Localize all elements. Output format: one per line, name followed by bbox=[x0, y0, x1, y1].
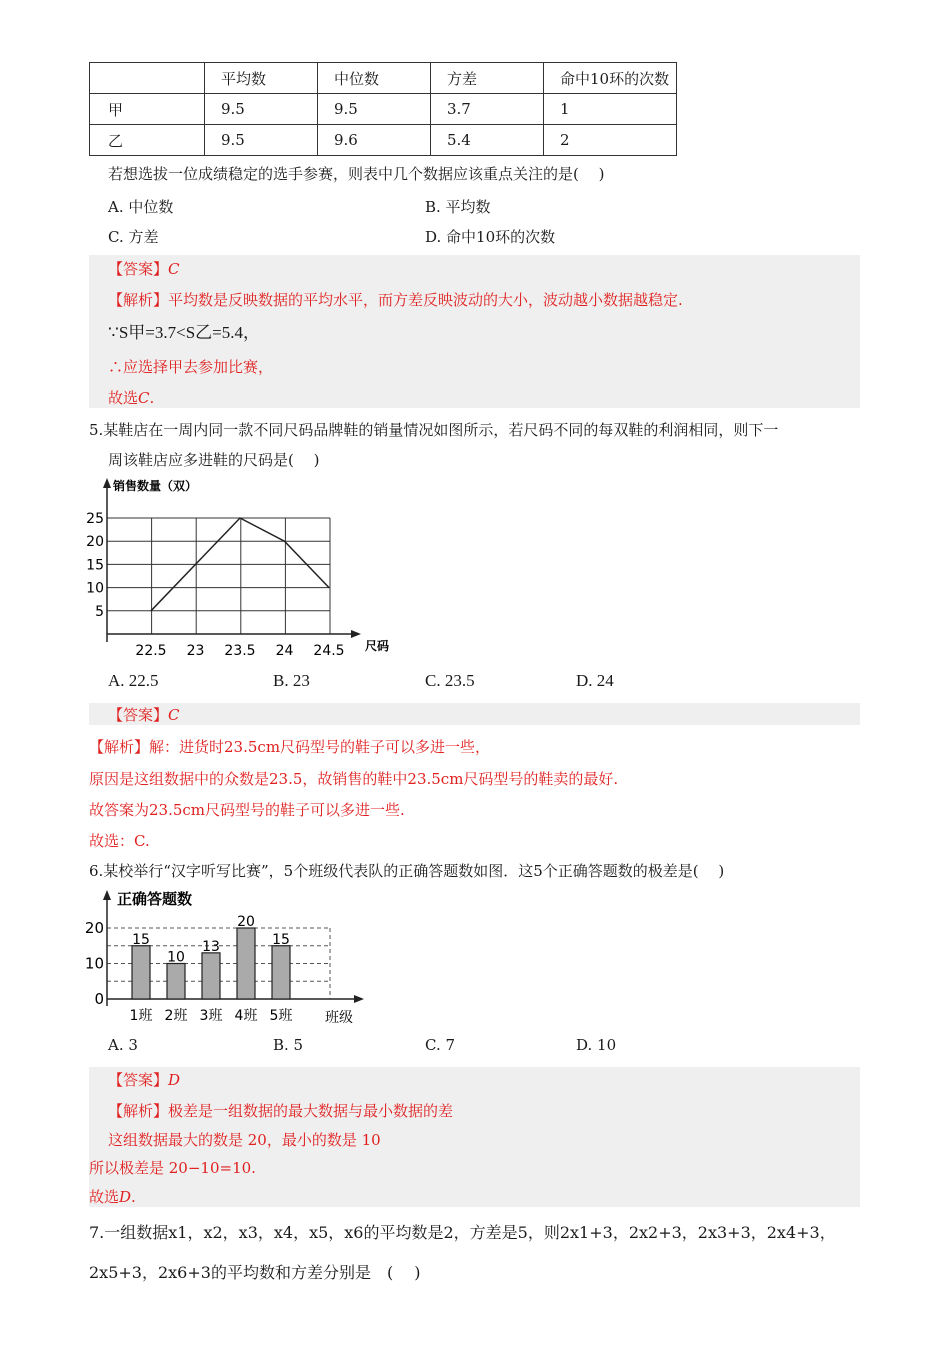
q6-question: 6.某校举行“汉字听写比赛”，5个班级代表队的正确答题数如图．这5个正确答题数的极差是( ) bbox=[89, 862, 725, 880]
chart-grid bbox=[107, 518, 330, 634]
y-tick-label: 0 bbox=[94, 990, 104, 1008]
bar-data-label: 13 bbox=[202, 938, 220, 955]
x-tick-label: 4班 bbox=[234, 1008, 258, 1024]
x-tick-label: 22.5 bbox=[135, 643, 167, 659]
y-tick-label: 25 bbox=[86, 511, 104, 527]
table-cell: 9.5 bbox=[205, 125, 318, 156]
q6-analysis-4 bbox=[89, 1187, 136, 1207]
table-cell: 2 bbox=[544, 125, 677, 156]
q6-analysis-2: 这组数据最大的数是 20，最小的数是 10 bbox=[108, 1131, 381, 1149]
answer-value: C bbox=[168, 260, 180, 278]
y-tick-label: 20 bbox=[86, 534, 104, 551]
answer-label: 【答案】 bbox=[108, 1071, 169, 1089]
q5-answer bbox=[108, 705, 180, 725]
q4-analysis-3: ∴应选择甲去参加比赛， bbox=[108, 358, 274, 376]
data-point bbox=[151, 610, 152, 611]
bar-data-label: 20 bbox=[237, 914, 255, 930]
q4-analysis-4 bbox=[108, 388, 154, 408]
q5-question-line-1: 5.某鞋店在一周内同一款不同尺码品牌鞋的销量情况如图所示，若尺码不同的每双鞋的利润相同，则下一 bbox=[89, 421, 779, 439]
answer-label: 【答案】 bbox=[108, 260, 169, 278]
table-cell: 方差 bbox=[431, 63, 544, 94]
table-cell: 9.5 bbox=[318, 94, 431, 125]
q5-option-a: A. 22.5 bbox=[108, 671, 159, 690]
y-tick-label: 20 bbox=[85, 919, 104, 937]
y-axis-arrow bbox=[103, 890, 111, 900]
table-cell: 9.5 bbox=[205, 94, 318, 125]
y-axis-arrow bbox=[103, 478, 111, 488]
table-row bbox=[90, 125, 677, 156]
q4-analysis-2: ∵S甲=3.7<S乙=5.4， bbox=[108, 323, 260, 342]
table-cell: 平均数 bbox=[205, 63, 318, 94]
q4-analysis-1 bbox=[108, 290, 683, 310]
y-tick-label: 15 bbox=[86, 557, 104, 574]
table-cell: 1 bbox=[544, 94, 677, 125]
q6-option-c: C. 7 bbox=[425, 1036, 456, 1054]
bar bbox=[237, 928, 255, 999]
bar bbox=[272, 946, 290, 999]
x-axis-arrow bbox=[354, 995, 364, 1003]
table-cell: 9.6 bbox=[318, 125, 431, 156]
analysis-label: 【解析】 bbox=[89, 738, 150, 756]
analysis-text: . bbox=[149, 389, 155, 407]
x-axis-label: 班级 bbox=[325, 1010, 353, 1026]
y-tick-label: 10 bbox=[86, 580, 104, 597]
q5-option-b: B. 23 bbox=[273, 671, 310, 690]
q5-analysis-1 bbox=[89, 737, 490, 757]
q4-answer bbox=[108, 259, 180, 279]
data-point bbox=[240, 518, 241, 519]
y-axis-label: 正确答题数 bbox=[117, 890, 193, 908]
table-row bbox=[90, 94, 677, 125]
table-cell: 5.4 bbox=[431, 125, 544, 156]
data-point bbox=[284, 541, 285, 542]
x-tick-label: 23.5 bbox=[224, 643, 256, 659]
q5-analysis-4: 故选：C. bbox=[89, 832, 150, 850]
q6-answer bbox=[108, 1070, 180, 1090]
x-axis-arrow bbox=[351, 630, 361, 638]
y-tick-label: 10 bbox=[85, 954, 104, 973]
bar bbox=[132, 946, 150, 999]
q6-analysis-3: 所以极差是 20−10=10. bbox=[89, 1159, 256, 1177]
bar-data-label: 10 bbox=[167, 949, 185, 966]
answer-value: C bbox=[168, 706, 180, 724]
analysis-text: 故选 bbox=[89, 1188, 120, 1206]
x-tick-label: 5班 bbox=[269, 1008, 293, 1024]
q7-question-line-1: 7.一组数据x1，x2，x3，x4，x5，x6的平均数是2，方差是5，则2x1+3，2x2+3，2x3+3，2x4+3， bbox=[89, 1223, 836, 1242]
q5-analysis-3: 故答案为23.5cm尺码型号的鞋子可以多进一些. bbox=[89, 801, 405, 819]
data-point bbox=[329, 587, 330, 588]
table-cell: 命中10环的次数 bbox=[544, 63, 677, 94]
q4-option-d: D. 命中10环的次数 bbox=[425, 228, 556, 246]
x-tick-label: 24.5 bbox=[313, 643, 345, 659]
q5-answer-box bbox=[89, 703, 860, 725]
q5-option-d: D. 24 bbox=[576, 671, 614, 690]
analysis-text: 解：进货时23.5cm尺码型号的鞋子可以多进一些， bbox=[149, 738, 491, 756]
x-tick-label: 3班 bbox=[199, 1008, 223, 1024]
analysis-label: 【解析】 bbox=[108, 1102, 169, 1120]
table-cell: 甲 bbox=[90, 94, 205, 125]
x-tick-label: 1班 bbox=[129, 1008, 153, 1024]
analysis-answer: C bbox=[138, 389, 150, 407]
line-chart bbox=[85, 472, 405, 662]
x-tick-label: 2班 bbox=[164, 1008, 188, 1024]
q4-question: 若想选拔一位成绩稳定的选手参赛，则表中几个数据应该重点关注的是( ) bbox=[108, 165, 605, 183]
table-header-row bbox=[90, 63, 677, 94]
bar bbox=[202, 953, 220, 999]
q4-option-b: B. 平均数 bbox=[425, 198, 491, 216]
analysis-text: 平均数是反映数据的平均水平，而方差反映波动的大小，波动越小数据越稳定. bbox=[168, 291, 683, 309]
y-axis-label: 销售数量（双） bbox=[113, 479, 198, 493]
stats-table bbox=[89, 62, 677, 156]
q7-question-line-2: 2x5+3，2x6+3的平均数和方差分别是 ( ) bbox=[89, 1263, 421, 1282]
analysis-label: 【解析】 bbox=[108, 291, 169, 309]
analysis-text: 极差是一组数据的最大数据与最小数据的差 bbox=[168, 1102, 454, 1120]
analysis-text: 故选 bbox=[108, 389, 139, 407]
bar bbox=[167, 964, 185, 1000]
q6-option-b: B. 5 bbox=[273, 1036, 304, 1054]
x-tick-label: 24 bbox=[275, 643, 294, 659]
table-cell: 3.7 bbox=[431, 94, 544, 125]
q4-option-a: A. 中位数 bbox=[108, 198, 174, 216]
y-tick-label: 5 bbox=[95, 603, 104, 620]
table-cell bbox=[90, 63, 205, 94]
table-cell: 中位数 bbox=[318, 63, 431, 94]
q5-question-line-2: 周该鞋店应多进鞋的尺码是( ) bbox=[108, 451, 320, 469]
x-axis-label: 尺码 bbox=[365, 639, 390, 653]
analysis-answer: D bbox=[119, 1188, 132, 1206]
bar-chart bbox=[85, 884, 375, 1029]
q6-option-a: A. 3 bbox=[108, 1036, 138, 1054]
answer-label: 【答案】 bbox=[108, 706, 169, 724]
q4-option-c: C. 方差 bbox=[108, 228, 159, 246]
q5-option-c: C. 23.5 bbox=[425, 671, 475, 690]
table-cell: 乙 bbox=[90, 125, 205, 156]
answer-value: D bbox=[168, 1071, 181, 1089]
bar-data-label: 15 bbox=[132, 931, 150, 948]
q5-analysis-2: 原因是这组数据中的众数是23.5，故销售的鞋中23.5cm尺码型号的鞋卖的最好. bbox=[89, 770, 619, 788]
q6-analysis-1 bbox=[108, 1101, 453, 1121]
analysis-text: . bbox=[131, 1188, 136, 1206]
x-tick-label: 23 bbox=[186, 643, 205, 659]
bar-data-label: 15 bbox=[272, 931, 290, 948]
q6-option-d: D. 10 bbox=[576, 1036, 617, 1054]
data-point bbox=[195, 564, 196, 565]
